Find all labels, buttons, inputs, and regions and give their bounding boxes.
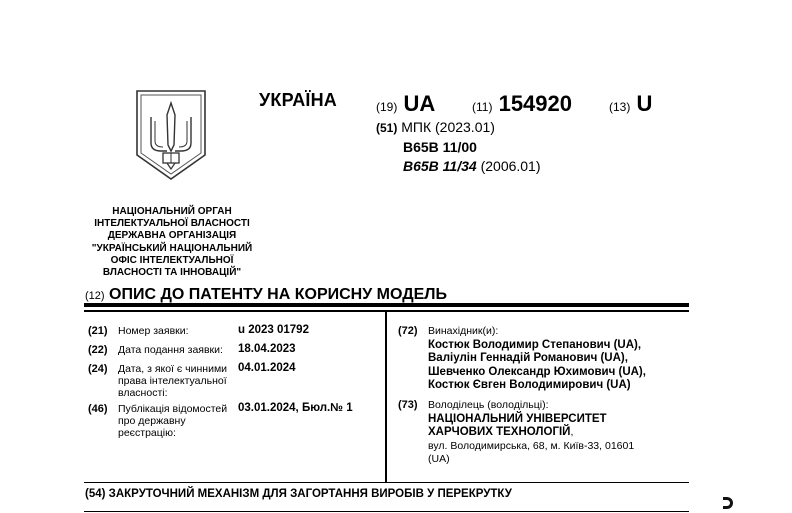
patent-number-label: (11) [472,100,493,114]
side-margin-glyph-icon [723,497,733,509]
authority-line: ДЕРЖАВНА ОРГАНІЗАЦІЯ [107,230,237,242]
country-code-label: (19) [376,100,398,114]
ipc-title: МПК (2023.01) [401,119,495,135]
document-type-title [85,286,447,304]
inventor-name: Костюк Євген Володимирович (UA) [428,379,631,391]
column-divider [385,311,387,482]
country-code: UA [403,91,436,116]
ipc-block [376,118,541,176]
document-type-code: (12) [85,290,105,302]
bib-item-publication [88,403,383,441]
owner-name-line: ХАРЧОВИХ ТЕХНОЛОГІЙ [428,426,571,438]
authority-line: НАЦІОНАЛЬНИЙ ОРГАН [112,206,232,217]
ipc-class-1: B65B 11/00 [403,139,477,155]
authority-line: "УКРАЇНСЬКИЙ НАЦІОНАЛЬНИЙ [91,242,253,254]
owner-code: (73) [398,399,418,411]
owner-name-line: НАЦІОНАЛЬНИЙ УНІВЕРСИТЕТ [428,412,607,425]
owner-address-line: вул. Володимирська, 68, м. Київ-33, 01601 [428,439,635,452]
inventor-name: Костюк Володимир Степанович (UA), [428,338,642,351]
bib-item-application-number [88,325,383,339]
country-name: УКРАЇНА [259,90,337,110]
bib-code: (24) [88,363,108,375]
bib-value: 04.01.2024 [238,362,296,374]
bib-item-filing-date [88,344,383,358]
bib-code: (21) [88,325,108,337]
owner-name-suffix: , [570,426,574,438]
bib-label: Дата, з якої є чинними права інтелектуальної власності: [118,363,228,399]
divider-thick [84,303,689,307]
inventors-code: (72) [398,325,418,337]
document-type-text: ОПИС ДО ПАТЕНТУ НА КОРИСНУ МОДЕЛЬ [109,286,447,303]
bib-value: u 2023 01792 [238,324,309,336]
patent-number-field [472,91,572,117]
inventor-name: Шевченко Олександр Юхимович (UA), [428,365,646,378]
divider-bottom [84,511,689,512]
bib-value: 18.04.2023 [238,343,296,355]
owner-address-line: (UA) [428,453,450,465]
ipc-class-2-version: (2006.01) [480,158,541,174]
ipc-class-2: B65B 11/34 [403,158,477,174]
authority-line: ВЛАСНОСТІ ТА ІННОВАЦІЙ" [102,267,242,279]
inventors-section [398,325,688,395]
invention-title-text: ЗАКРУТОЧНИЙ МЕХАНІЗМ ДЛЯ ЗАГОРТАННЯ ВИРОБІВ У ПЕРЕКРУТКУ [108,488,512,500]
inventors-label: Винахідник(и): [428,325,499,337]
bib-item-rights-date [88,363,383,401]
bib-label: Дата подання заявки: [118,344,223,356]
invention-title [85,488,512,500]
authority-line: ІНТЕЛЕКТУАЛЬНОЇ ВЛАСНОСТІ [94,218,250,230]
bib-label: Номер заявки: [118,325,189,337]
owner-label: Володілець (володільці): [428,399,549,411]
authority-line: ОФІС ІНТЕЛЕКТУАЛЬНОЇ [110,254,234,266]
owner-section [398,399,688,469]
inventor-name: Валіулін Геннадій Романович (UA), [428,352,628,364]
kind-code-field [609,91,652,117]
kind-code-label: (13) [609,100,631,114]
ipc-label: (51) [376,121,398,135]
patent-number: 154920 [498,91,572,116]
kind-code: U [636,91,653,116]
bib-code: (22) [88,344,108,356]
invention-title-code: (54) [85,488,106,500]
bib-value: 03.01.2024, Бюл.№ 1 [238,402,353,414]
bib-code: (46) [88,403,108,415]
coat-of-arms-icon [135,89,207,181]
authority-name [82,206,262,279]
divider-mid [84,482,689,483]
bib-label: Публікація відомостей про державну реєстрацію: [118,403,228,439]
divider-thin [84,310,689,312]
country-code-field [376,91,435,117]
